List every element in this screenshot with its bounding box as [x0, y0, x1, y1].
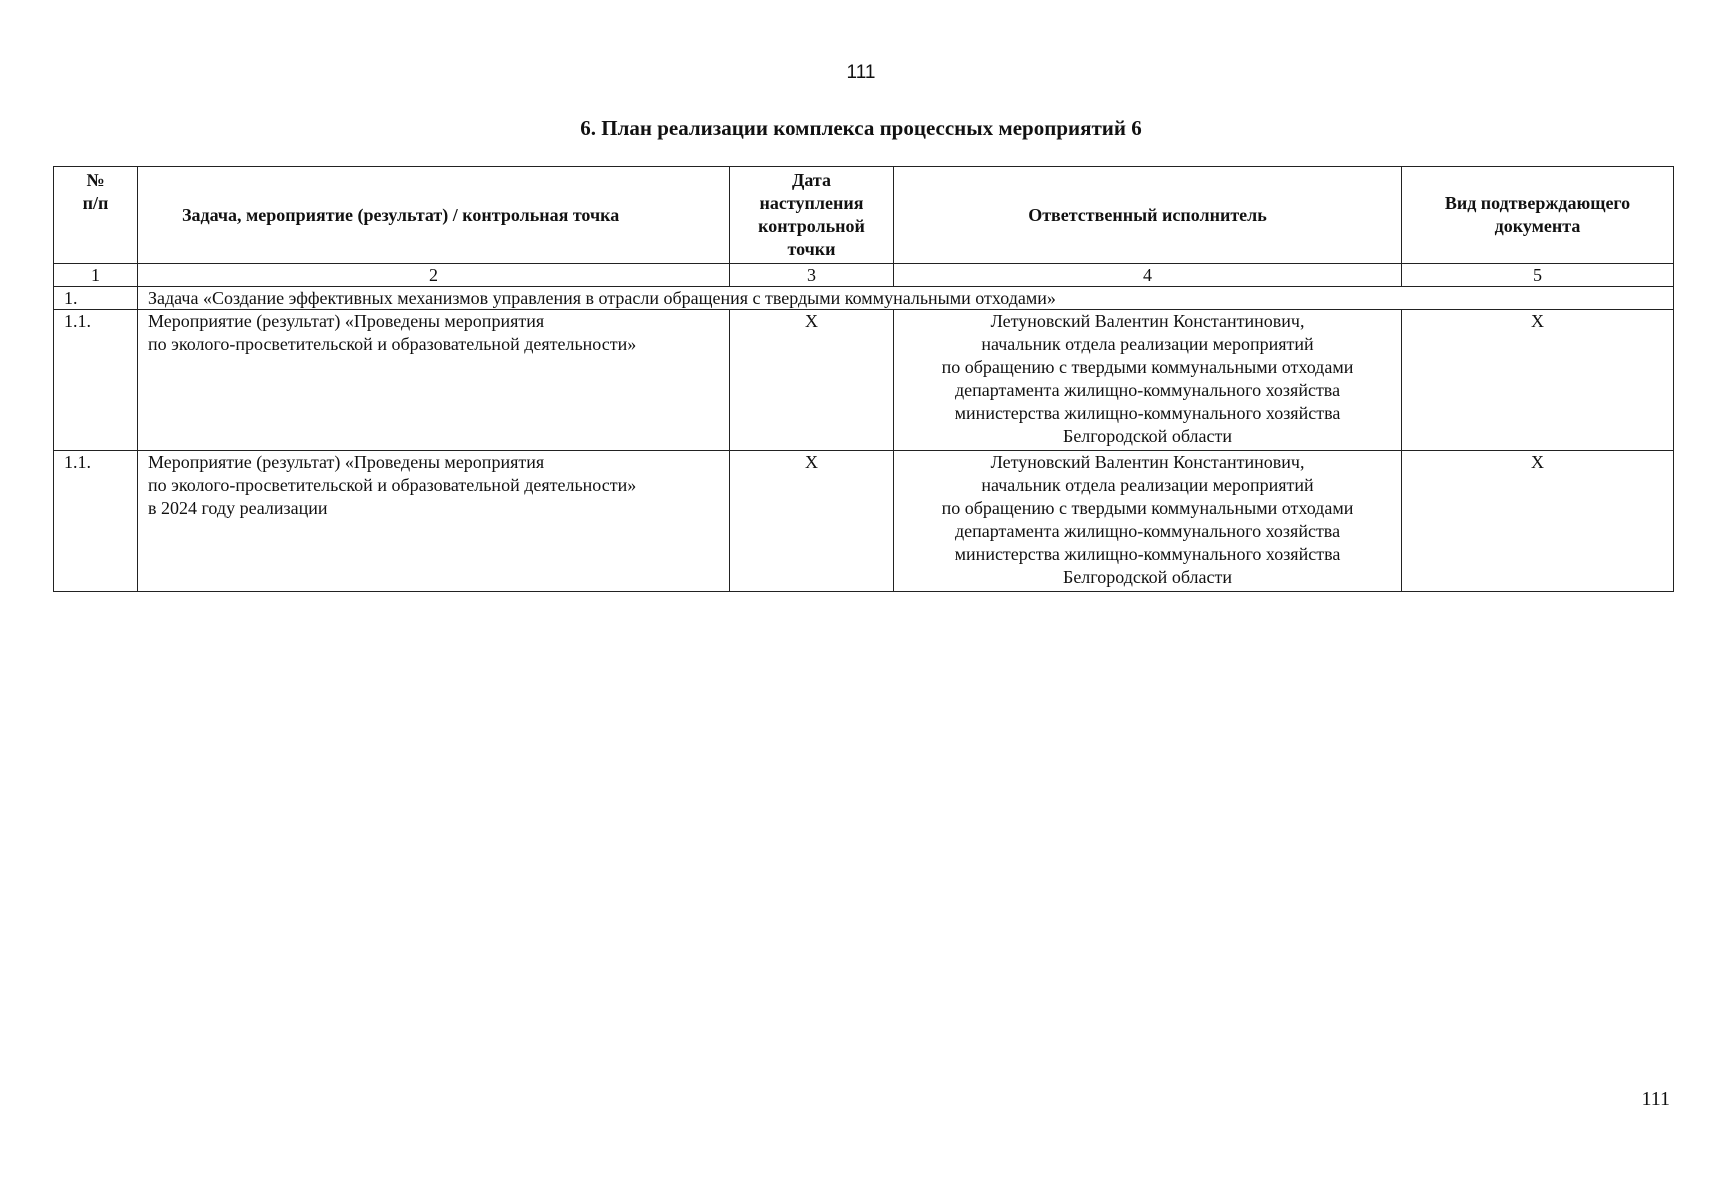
page-title: 6. План реализации комплекса процессных мероприятий 6	[580, 116, 1142, 140]
column-number: 3	[730, 264, 894, 287]
table-row	[54, 310, 1674, 451]
date-cell: X	[730, 451, 894, 592]
column-number: 2	[138, 264, 730, 287]
activity-cell: Мероприятие (результат) «Проведены мероприятия по эколого-просветительской и образовательной деятельности» в 2024 году реализации	[138, 451, 730, 592]
responsible-cell: Летуновский Валентин Константинович, начальник отдела реализации мероприятий по обращению с твердыми коммунальными отходами департамента жилищно-коммунального хозяйства министерства жилищно-коммунального хозяйства Белгородской области	[894, 310, 1402, 451]
task-row	[54, 287, 1674, 310]
header-num: № п/п	[54, 167, 138, 264]
activity-cell: Мероприятие (результат) «Проведены мероприятия по эколого-просветительской и образовательной деятельности»	[138, 310, 730, 451]
table-header-row	[54, 167, 1674, 264]
date-cell: X	[730, 310, 894, 451]
header-date: Дата наступления контрольной точки	[730, 167, 894, 264]
plan-table	[53, 166, 1674, 592]
column-number: 1	[54, 264, 138, 287]
column-number: 5	[1402, 264, 1674, 287]
page-number-bottom: 111	[1641, 1088, 1670, 1110]
responsible-cell: Летуновский Валентин Константинович, начальник отдела реализации мероприятий по обращению с твердыми коммунальными отходами департамента жилищно-коммунального хозяйства министерства жилищно-коммунального хозяйства Белгородской области	[894, 451, 1402, 592]
task-text: Задача «Создание эффективных механизмов управления в отрасли обращения с твердыми коммунальными отходами»	[138, 287, 1674, 310]
header-responsible: Ответственный исполнитель	[894, 167, 1402, 264]
doc-type-cell: X	[1402, 451, 1674, 592]
header-doc-type: Вид подтверждающего документа	[1402, 167, 1674, 264]
table-row	[54, 451, 1674, 592]
page-number-top: 111	[846, 62, 876, 83]
row-number: 1.1.	[54, 310, 138, 451]
row-number: 1.1.	[54, 451, 138, 592]
doc-type-cell: X	[1402, 310, 1674, 451]
column-number: 4	[894, 264, 1402, 287]
column-number-row	[54, 264, 1674, 287]
task-number: 1.	[54, 287, 138, 310]
header-task: Задача, мероприятие (результат) / контрольная точка	[138, 167, 730, 264]
